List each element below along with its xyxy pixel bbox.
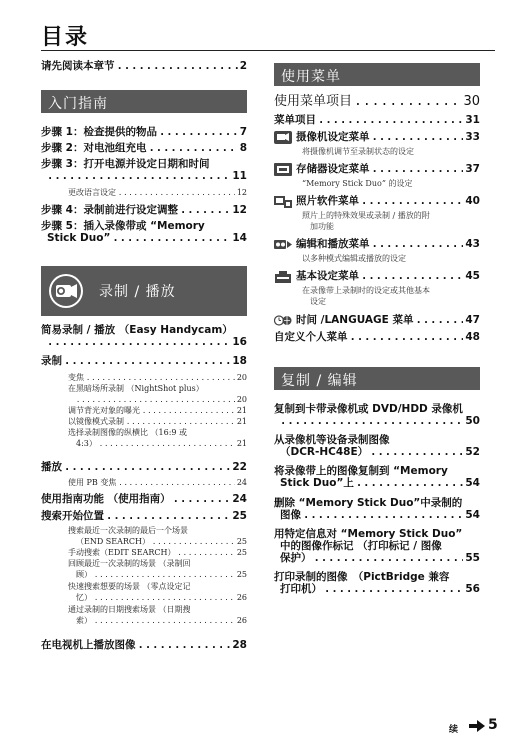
section-header-recording-playback: 录制 / 播放 — [41, 266, 247, 316]
continued-label: 续 — [449, 725, 459, 735]
section-header-using-menu: 使用菜单 — [274, 63, 480, 86]
toc-subentry-date-search[interactable]: 通过录制的日期搜索场景 （日期搜 索） ..... 26 — [41, 604, 247, 627]
toc-subentry-backlight[interactable]: 调节背光对象的曝光 ..... 21 — [41, 405, 247, 417]
toc-entry-record-from-vcr[interactable]: 从录像机等设备录制图像 （DCR-HC48E） ..... 52 — [274, 434, 480, 458]
camera-settings-icon — [274, 131, 292, 144]
toc-subentry-aspect-ratio[interactable]: 选择录制图像的纵横比 （16:9 或 4:3） ..... 21 — [41, 427, 247, 450]
toc-entry-picture-application[interactable]: 照片软件菜单 ..... 40 — [274, 195, 480, 207]
toc-subentry-rec-review[interactable]: 回顾最近一次录制的场景 （录制回 顾） ..... 25 — [41, 558, 247, 581]
toc-entry-tv-playback[interactable]: 在电视机上播放图像 ..... 28 — [41, 639, 247, 651]
camcorder-section-icon — [47, 272, 85, 310]
toc-subentry-edit-search[interactable]: 手动搜索（EDIT SEARCH） ..... 25 — [41, 547, 247, 559]
page-number: 5 — [488, 717, 498, 733]
toc-entry-step4[interactable]: 步骤 4：录制前进行设定调整 ..... 12 — [41, 204, 247, 216]
time-language-icon — [274, 314, 292, 327]
toc-subentry-mirror-mode[interactable]: 以镜像模式录制 ..... 21 — [41, 416, 247, 428]
section-header-getting-started: 入门指南 — [41, 90, 247, 113]
picture-application-icon — [274, 195, 292, 208]
toc-subentry-language[interactable]: 更改语言设定 ..... 12 — [41, 187, 247, 199]
edit-play-icon — [274, 238, 292, 251]
toc-subentry-nightshot[interactable]: 在黑暗场所录制 （NightShot plus） ..... 20 — [41, 383, 247, 406]
menu-description-camera: 将摄像机调节至录制状态的设定 — [302, 147, 414, 156]
menu-description-picture-app: 照片上的特殊效果或录制 / 播放的附 — [302, 211, 430, 220]
toc-entry-guide-function[interactable]: 使用指南功能 （使用指南） ..... 24 — [41, 493, 247, 505]
toc-entry-print-images[interactable]: 打印录制的图像 （PictBridge 兼容 打印机） ..... 56 — [274, 571, 480, 595]
toc-entry-delete-images[interactable]: 删除 “Memory Stick Duo”中录制的 图像 ..... 54 — [274, 497, 480, 521]
toc-entry-using-menu-items[interactable]: 使用菜单项目 ..... 30 — [274, 94, 480, 109]
page-title: 目录 — [41, 25, 90, 50]
menu-description-standard-cont: 设定 — [310, 297, 326, 306]
menu-description-picture-app-cont: 加功能 — [310, 222, 334, 231]
toc-entry-camera-settings[interactable]: 摄像机设定菜单 ..... 33 — [274, 131, 480, 143]
toc-entry-standard-settings[interactable]: 基本设定菜单 ..... 45 — [274, 270, 480, 282]
toc-entry-edit-play[interactable]: 编辑和播放菜单 ..... 43 — [274, 238, 480, 250]
toc-entry-step2[interactable]: 步骤 2：对电池组充电 ..... 8 — [41, 142, 247, 154]
toc-entry-read-first[interactable]: 请先阅读本章节 ..... 2 — [41, 60, 247, 72]
toc-entry-recording[interactable]: 录制 ..... 18 — [41, 355, 247, 367]
toc-entry-time-language[interactable]: 时间 /LANGUAGE 菜单 ..... 47 — [274, 314, 480, 326]
section-header-dubbing-editing: 复制 / 编辑 — [274, 367, 480, 390]
toc-entry-personal-menu[interactable]: 自定义个人菜单 ..... 48 — [274, 331, 480, 343]
toc-entry-easy-handycam[interactable]: 简易录制 / 播放 （Easy Handycam） ..... 16 — [41, 324, 247, 348]
toc-entry-playback[interactable]: 播放 ..... 22 — [41, 461, 247, 473]
toc-entry-menu-items[interactable]: 菜单项目 ..... 31 — [274, 114, 480, 126]
toc-subentry-end-search[interactable]: 搜索最近一次录制的最后一个场景 （END SEARCH） ..... 25 — [41, 525, 247, 548]
toc-entry-dub-to-vcr[interactable]: 复制到卡带录像机或 DVD/HDD 录像机 ..... 50 — [274, 403, 480, 427]
menu-description-edit-play: 以多种模式编辑或播放的设定 — [302, 254, 406, 263]
toc-subentry-zero-set-memory[interactable]: 快速搜索想要的场景 （零点设定记 忆） ..... 26 — [41, 581, 247, 604]
title-rule — [41, 50, 495, 51]
toc-subentry-zoom[interactable]: 变焦 ..... 20 — [41, 372, 247, 384]
toc-entry-search-start[interactable]: 搜索开始位置 ..... 25 — [41, 510, 247, 522]
toc-subentry-pb-zoom[interactable]: 使用 PB 变焦 ..... 24 — [41, 477, 247, 489]
toc-entry-copy-to-memory-stick[interactable]: 将录像带上的图像复制到 “Memory Stick Duo”上 ..... 54 — [274, 465, 480, 489]
memory-settings-icon — [274, 163, 292, 176]
menu-description-memory: “Memory Stick Duo” 的设定 — [302, 179, 413, 188]
toc-entry-memory-settings[interactable]: 存储器设定菜单 ..... 37 — [274, 163, 480, 175]
menu-description-standard: 在录像带上录制时的设定或其他基本 — [302, 286, 430, 295]
standard-settings-icon — [274, 270, 292, 283]
continued-arrow-icon — [469, 720, 485, 732]
toc-entry-step5[interactable]: 步骤 5：插入录像带或 “Memory Stick Duo” ..... 14 — [41, 220, 247, 244]
toc-entry-step1[interactable]: 步骤 1：检查提供的物品 ..... 7 — [41, 126, 247, 138]
toc-entry-step3[interactable]: 步骤 3：打开电源并设定日期和时间 ..... 11 — [41, 158, 247, 182]
toc-entry-mark-images[interactable]: 用特定信息对 “Memory Stick Duo” 中的图像作标记 （打印标记 / 图像 保护） ..... 55 — [274, 528, 480, 564]
